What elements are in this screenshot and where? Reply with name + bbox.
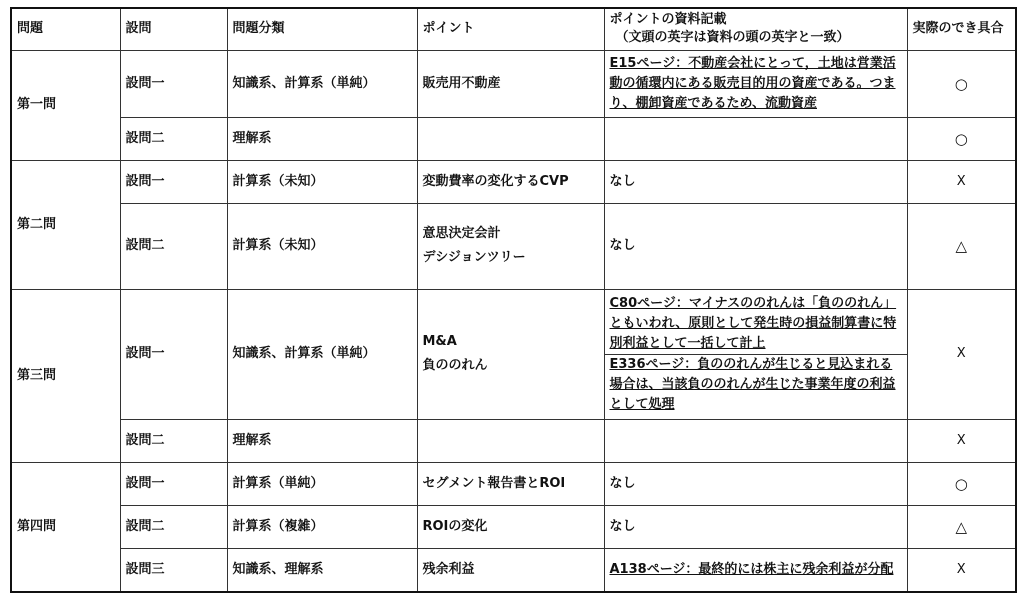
point-line1: 意思決定会計 (422, 226, 501, 241)
mark-cell: X (907, 548, 1016, 592)
point-cell: 販売用不動産 (417, 50, 604, 117)
bunrui-cell: 計算系（単純） (227, 462, 417, 505)
table-row (11, 419, 1016, 462)
point-cell: 変動費率の変化するCVP (417, 160, 604, 203)
point-line2: デシジョンツリー (422, 250, 526, 265)
note-cell: なし (604, 505, 907, 548)
note-cell (604, 117, 907, 160)
setsumon-cell: 設問二 (120, 117, 227, 160)
mondai-cell: 第二問 (11, 160, 120, 289)
bunrui-cell: 計算系（複雑） (227, 505, 417, 548)
table-row (11, 117, 1016, 160)
note-cell: A138ページ：最終的には株主に残余利益が分配 (604, 548, 907, 592)
note-c80: C80ページ：マイナスののれんは「負ののれん」ともいわれ、原則として発生時の損益制算書に特別利益として一括して計上 (609, 295, 897, 351)
point-cell (417, 289, 604, 419)
header-shiryo-line1: ポイントの資料記載 (609, 12, 727, 28)
analysis-table (10, 7, 1017, 593)
point-cell (417, 419, 604, 462)
mondai-cell: 第一問 (11, 50, 120, 160)
setsumon-cell: 設問二 (120, 505, 227, 548)
header-bunrui: 問題分類 (227, 8, 417, 50)
setsumon-cell: 設問二 (120, 203, 227, 289)
setsumon-cell: 設問一 (120, 289, 227, 419)
setsumon-cell: 設問三 (120, 548, 227, 592)
table-row (11, 203, 1016, 289)
mark-cell: X (907, 289, 1016, 419)
note-cell: なし (604, 462, 907, 505)
point-cell (417, 117, 604, 160)
mark-cell: ○ (907, 117, 1016, 160)
header-point: ポイント (417, 8, 604, 50)
bunrui-cell: 知識系、理解系 (227, 548, 417, 592)
point-cell: ROIの変化 (417, 505, 604, 548)
setsumon-cell: 設問二 (120, 419, 227, 462)
setsumon-cell: 設問一 (120, 160, 227, 203)
mark-cell: X (907, 419, 1016, 462)
setsumon-cell: 設問一 (120, 50, 227, 117)
table-row (11, 548, 1016, 592)
note-cell (604, 289, 907, 419)
bunrui-cell: 理解系 (227, 117, 417, 160)
header-mondai: 問題 (11, 8, 120, 50)
bunrui-cell: 知識系、計算系（単純） (227, 289, 417, 419)
bunrui-cell: 理解系 (227, 419, 417, 462)
table-row (11, 462, 1016, 505)
point-cell: 残余利益 (417, 548, 604, 592)
mark-cell: △ (907, 203, 1016, 289)
bunrui-cell: 計算系（未知） (227, 160, 417, 203)
point-line2: 負ののれん (422, 358, 488, 373)
header-setsumon: 設問 (120, 8, 227, 50)
note-e336: E336ページ：負ののれんが生じると見込まれる場合は、当該負ののれんが生じた事業年度の利益として処理 (605, 354, 907, 415)
point-cell: セグメント報告書とROI (417, 462, 604, 505)
header-dekiguai: 実際のでき具合 (907, 8, 1016, 50)
mondai-cell: 第四問 (11, 462, 120, 592)
header-shiryo (604, 8, 907, 50)
mark-cell: X (907, 160, 1016, 203)
table-row (11, 505, 1016, 548)
note-cell: E15ページ：不動産会社にとって，土地は営業活動の循環内にある販売目的用の資産である。つまり、棚卸資産であるため、流動資産 (604, 50, 907, 117)
point-line1: M&A (422, 334, 457, 349)
table-row (11, 289, 1016, 419)
table-row (11, 50, 1016, 117)
point-cell (417, 203, 604, 289)
setsumon-cell: 設問一 (120, 462, 227, 505)
mark-cell: ○ (907, 50, 1016, 117)
table-row (11, 160, 1016, 203)
note-cell: なし (604, 203, 907, 289)
header-row (11, 8, 1016, 50)
mondai-cell: 第三問 (11, 289, 120, 462)
note-cell (604, 419, 907, 462)
mark-cell: △ (907, 505, 1016, 548)
mark-cell: ○ (907, 462, 1016, 505)
bunrui-cell: 知識系、計算系（単純） (227, 50, 417, 117)
bunrui-cell: 計算系（未知） (227, 203, 417, 289)
header-shiryo-line2: （文頭の英字は資料の頭の英字と一致） (615, 30, 850, 46)
note-cell: なし (604, 160, 907, 203)
